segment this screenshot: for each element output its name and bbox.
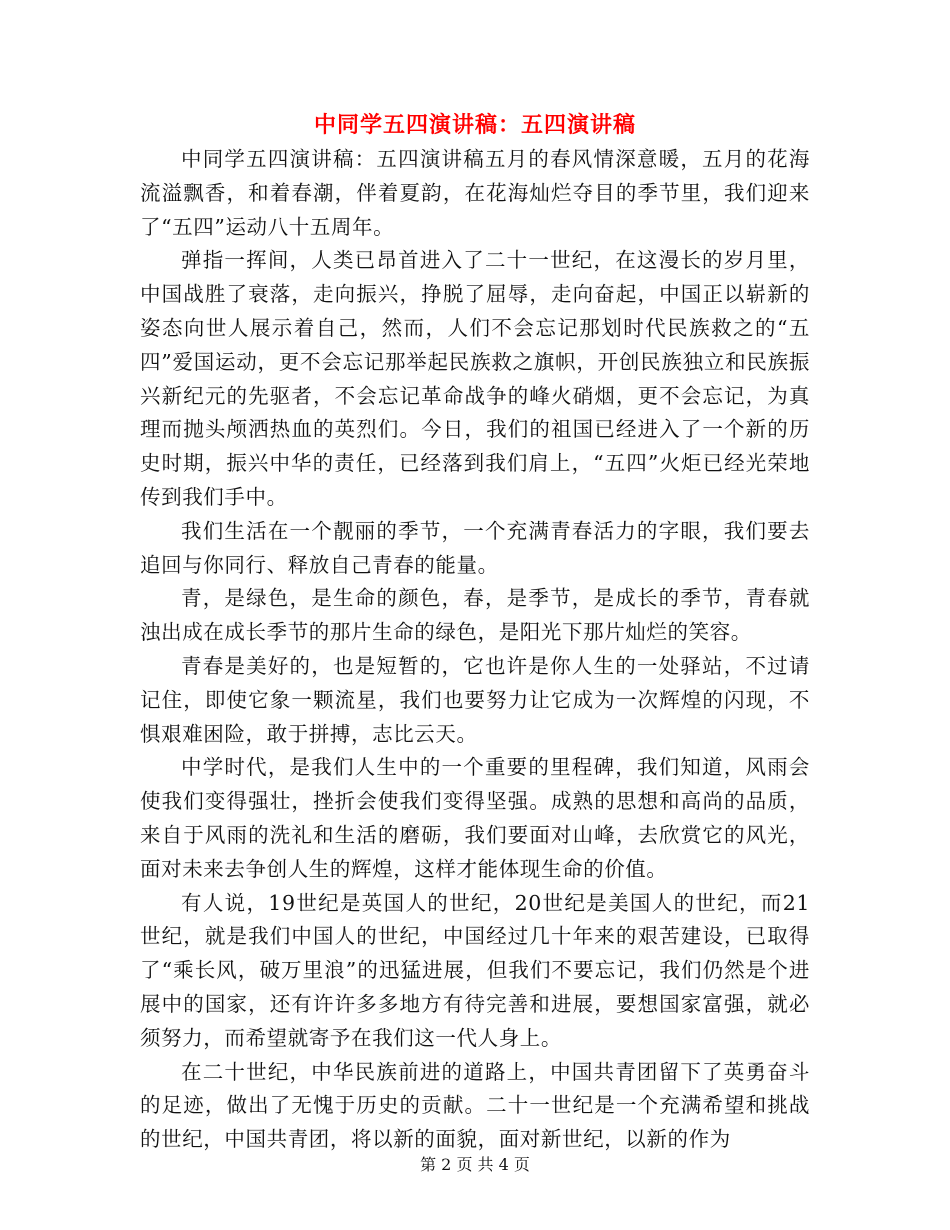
paragraph: 中同学五四演讲稿：五四演讲稿五月的春风情深意暖，五月的花海流溢飘香，和着春潮，伴着夏韵，在花海灿烂夺目的季节里，我们迎来了“五四”运动八十五周年。 xyxy=(140,147,810,239)
paragraph: 弹指一挥间，人类已昂首进入了二十一世纪，在这漫长的岁月里，中国战胜了衰落，走向振兴，挣脱了屈辱，走向奋起，中国正以崭新的姿态向世人展示着自己，然而，人们不会忘记那划时代民族救之的“五四”爱国运动，更不会忘记那举起民族救之旗帜，开创民族独立和民族振兴新纪元的先驱者，不会忘记革命战争的峰火硝烟，更不会忘记，为真理而抛头颅洒热血的英烈们。今日，我们的祖国已经进入了一个新的历史时期，振兴中华的责任，已经落到我们肩上，“五四”火炬已经光荣地传到我们手中。 xyxy=(140,248,810,509)
body-text xyxy=(140,143,810,1157)
page-number-text: 第 2 页 共 4 页 xyxy=(420,1155,530,1174)
paragraph: 中学时代，是我们人生中的一个重要的里程碑，我们知道，风雨会使我们变得强壮，挫折会使我们变得坚强。成熟的思想和高尚的品质，来自于风雨的洗礼和生活的磨砺，我们要面对山峰，去欣赏它的风光，面对未来去争创人生的辉煌，这样才能体现生命的价值。 xyxy=(140,755,810,881)
paragraph: 在二十世纪，中华民族前进的道路上，中国共青团留下了英勇奋斗的足迹，做出了无愧于历史的贡献。二十一世纪是一个充满希望和挑战的世纪，中国共青团，将以新的面貌，面对新世纪，以新的作为 xyxy=(140,1059,810,1152)
paragraph: 青，是绿色，是生命的颜色，春，是季节，是成长的季节，青春就浊出成在成长季节的那片生命的绿色，是阳光下那片灿烂的笑容。 xyxy=(140,586,810,645)
paragraph: 青春是美好的，也是短暂的，它也许是你人生的一处驿站，不过请记住，即使它象一颗流星，我们也要努力让它成为一次辉煌的闪现，不惧艰难困险，敢于拼搏，志比云天。 xyxy=(140,653,810,746)
paragraph: 有人说，19世纪是英国人的世纪，20世纪是美国人的世纪，而21世纪，就是我们中国人的世纪，中国经过几十年来的艰苦建设，已取得了“乘长风，破万里浪”的迅猛进展，但我们不要忘记，我们仍然是个进展中的国家，还有许许多多地方有待完善和进展，要想国家富强，就必须努力，而希望就寄予在我们这一代人身上。 xyxy=(140,890,810,1050)
page-number-footer xyxy=(0,1152,950,1175)
paragraph: 我们生活在一个靓丽的季节，一个充满青春活力的字眼，我们要去追回与你同行、释放自己青春的能量。 xyxy=(140,518,810,577)
page-title: 中同学五四演讲稿：五四演讲稿 xyxy=(313,112,636,138)
